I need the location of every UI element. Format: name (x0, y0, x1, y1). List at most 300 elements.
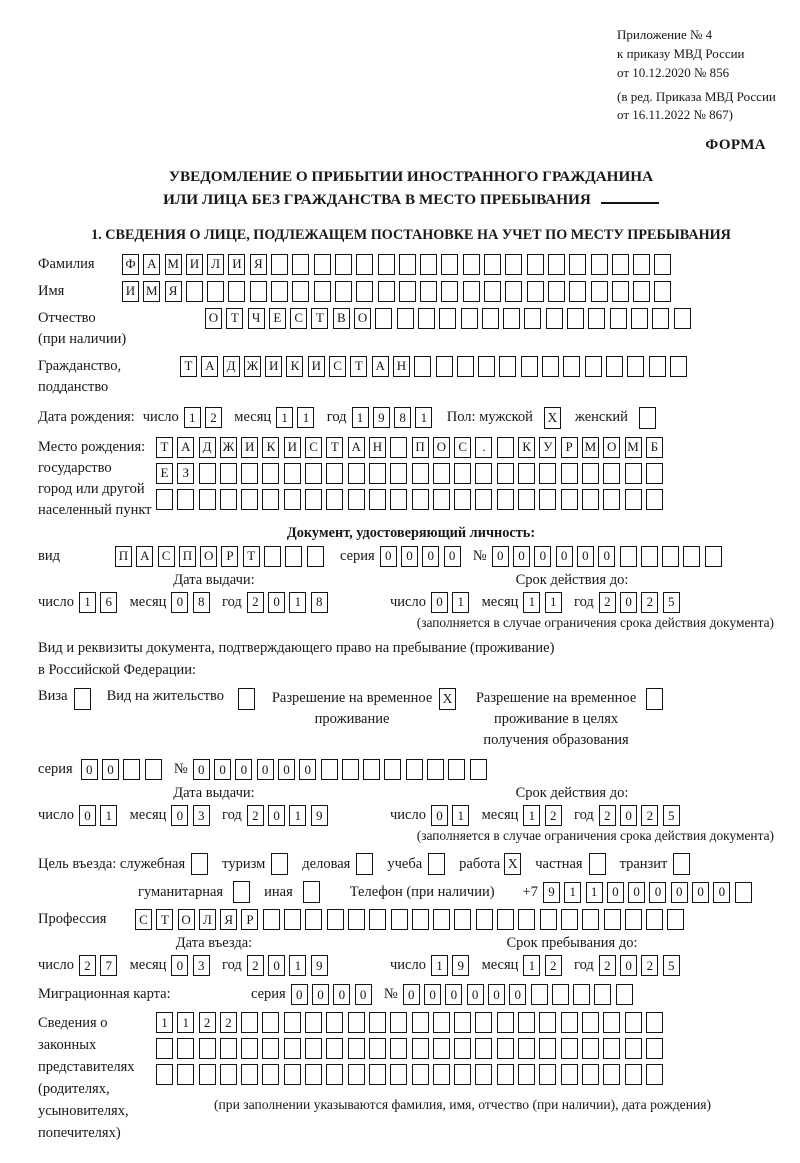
char-box[interactable] (327, 909, 344, 930)
char-box[interactable]: 0 (620, 805, 637, 826)
char-box[interactable] (441, 281, 458, 302)
char-box[interactable]: 5 (663, 592, 680, 613)
char-box[interactable] (548, 281, 565, 302)
char-box[interactable] (241, 1012, 258, 1033)
char-box[interactable]: 0 (424, 984, 441, 1005)
char-box[interactable] (436, 356, 453, 377)
char-box[interactable] (177, 489, 194, 510)
char-box[interactable]: А (143, 254, 160, 275)
char-box[interactable] (241, 489, 258, 510)
char-box[interactable] (378, 254, 395, 275)
char-box[interactable] (582, 489, 599, 510)
char-box[interactable] (620, 546, 637, 567)
char-box[interactable]: П (179, 546, 196, 567)
char-box[interactable] (427, 759, 444, 780)
char-box[interactable]: Р (561, 437, 578, 458)
char-box[interactable] (591, 254, 608, 275)
char-box[interactable]: 0 (333, 984, 350, 1005)
char-box[interactable] (654, 254, 671, 275)
char-box[interactable]: 8 (193, 592, 210, 613)
char-box[interactable]: 0 (467, 984, 484, 1005)
char-box[interactable] (156, 1038, 173, 1059)
char-box[interactable] (412, 1064, 429, 1085)
char-box[interactable]: 0 (445, 984, 462, 1005)
char-box[interactable]: . (475, 437, 492, 458)
char-box[interactable]: 2 (545, 955, 562, 976)
char-box[interactable] (461, 308, 478, 329)
char-box[interactable] (518, 909, 535, 930)
char-box[interactable] (683, 546, 700, 567)
char-box[interactable] (482, 308, 499, 329)
char-box[interactable] (610, 308, 627, 329)
char-box[interactable] (641, 546, 658, 567)
char-box[interactable] (594, 984, 611, 1005)
char-box[interactable]: 8 (394, 407, 411, 428)
char-box[interactable] (603, 489, 620, 510)
char-box[interactable] (625, 1064, 642, 1085)
char-box[interactable] (177, 1064, 194, 1085)
char-box[interactable] (369, 1012, 386, 1033)
char-box[interactable] (475, 1064, 492, 1085)
char-box[interactable]: И (186, 254, 203, 275)
char-box[interactable] (542, 356, 559, 377)
char-box[interactable] (348, 1038, 365, 1059)
char-box[interactable] (463, 254, 480, 275)
char-box[interactable] (497, 437, 514, 458)
char-box[interactable] (612, 254, 629, 275)
char-box[interactable] (499, 356, 516, 377)
char-box[interactable]: 0 (509, 984, 526, 1005)
char-box[interactable]: О (603, 437, 620, 458)
char-box[interactable]: 2 (641, 955, 658, 976)
char-box[interactable] (646, 1038, 663, 1059)
char-box[interactable] (470, 759, 487, 780)
char-box[interactable]: П (412, 437, 429, 458)
char-box[interactable]: А (372, 356, 389, 377)
char-box[interactable] (356, 281, 373, 302)
char-box[interactable] (603, 463, 620, 484)
char-box[interactable] (667, 909, 684, 930)
char-box[interactable] (497, 463, 514, 484)
char-box[interactable] (582, 1064, 599, 1085)
char-box[interactable]: 0 (268, 805, 285, 826)
char-box[interactable]: К (262, 437, 279, 458)
char-box[interactable] (539, 463, 556, 484)
char-box[interactable]: 1 (586, 882, 603, 903)
char-box[interactable] (603, 1038, 620, 1059)
char-box[interactable]: А (136, 546, 153, 567)
char-box[interactable] (305, 909, 322, 930)
char-box[interactable] (262, 489, 279, 510)
char-box[interactable] (199, 1064, 216, 1085)
char-box[interactable]: 0 (422, 546, 439, 567)
char-box[interactable]: Я (220, 909, 237, 930)
char-box[interactable]: 1 (452, 805, 469, 826)
char-box[interactable] (262, 1012, 279, 1033)
char-box[interactable] (521, 356, 538, 377)
char-box[interactable] (612, 281, 629, 302)
char-box[interactable] (412, 489, 429, 510)
char-box[interactable]: 0 (380, 546, 397, 567)
char-box[interactable] (305, 463, 322, 484)
char-box[interactable] (527, 254, 544, 275)
char-box[interactable] (406, 759, 423, 780)
char-box[interactable] (284, 1038, 301, 1059)
char-box[interactable]: М (143, 281, 160, 302)
char-box[interactable] (414, 356, 431, 377)
char-box[interactable]: 1 (415, 407, 432, 428)
char-box[interactable]: И (265, 356, 282, 377)
char-box[interactable]: 0 (607, 882, 624, 903)
char-box[interactable]: К (286, 356, 303, 377)
char-box[interactable] (145, 759, 162, 780)
char-box[interactable] (348, 1064, 365, 1085)
char-box[interactable]: 1 (276, 407, 293, 428)
char-box[interactable] (369, 1064, 386, 1085)
char-box[interactable] (625, 1012, 642, 1033)
char-box[interactable] (631, 308, 648, 329)
char-box[interactable] (561, 463, 578, 484)
char-box[interactable] (476, 909, 493, 930)
char-box[interactable] (284, 909, 301, 930)
char-box[interactable]: 0 (401, 546, 418, 567)
char-box[interactable] (497, 489, 514, 510)
char-box[interactable]: С (305, 437, 322, 458)
char-box[interactable] (546, 308, 563, 329)
char-box[interactable] (220, 463, 237, 484)
gender-female-checkbox[interactable] (639, 407, 656, 429)
char-box[interactable] (475, 1038, 492, 1059)
char-box[interactable]: Ф (122, 254, 139, 275)
char-box[interactable] (646, 463, 663, 484)
char-box[interactable]: 0 (81, 759, 98, 780)
char-box[interactable] (518, 1038, 535, 1059)
char-box[interactable]: 2 (220, 1012, 237, 1033)
char-box[interactable] (207, 281, 224, 302)
char-box[interactable] (548, 254, 565, 275)
char-box[interactable]: В (333, 308, 350, 329)
char-box[interactable] (228, 281, 245, 302)
char-box[interactable] (263, 909, 280, 930)
char-box[interactable] (369, 463, 386, 484)
char-box[interactable] (378, 281, 395, 302)
char-box[interactable]: П (115, 546, 132, 567)
char-box[interactable] (497, 1064, 514, 1085)
char-box[interactable] (348, 463, 365, 484)
char-box[interactable]: 1 (289, 955, 306, 976)
char-box[interactable] (390, 437, 407, 458)
char-box[interactable]: 9 (543, 882, 560, 903)
char-box[interactable]: О (178, 909, 195, 930)
char-box[interactable]: Т (156, 909, 173, 930)
char-box[interactable] (454, 1064, 471, 1085)
purpose-tourism-checkbox[interactable] (271, 853, 288, 875)
temporary-residence-checkbox[interactable]: X (439, 688, 456, 710)
char-box[interactable]: 9 (452, 955, 469, 976)
char-box[interactable]: 0 (291, 984, 308, 1005)
char-box[interactable]: Я (250, 254, 267, 275)
char-box[interactable]: А (348, 437, 365, 458)
char-box[interactable] (284, 1064, 301, 1085)
char-box[interactable] (561, 1038, 578, 1059)
char-box[interactable]: 1 (79, 592, 96, 613)
char-box[interactable]: Н (393, 356, 410, 377)
char-box[interactable]: И (308, 356, 325, 377)
char-box[interactable] (654, 281, 671, 302)
char-box[interactable] (441, 254, 458, 275)
char-box[interactable]: 1 (564, 882, 581, 903)
char-box[interactable] (454, 1012, 471, 1033)
char-box[interactable] (335, 254, 352, 275)
char-box[interactable]: 3 (193, 805, 210, 826)
char-box[interactable]: М (582, 437, 599, 458)
char-box[interactable]: 0 (235, 759, 252, 780)
char-box[interactable] (220, 489, 237, 510)
char-box[interactable]: 1 (523, 592, 540, 613)
char-box[interactable] (348, 909, 365, 930)
char-box[interactable]: Ж (220, 437, 237, 458)
char-box[interactable]: Ж (244, 356, 261, 377)
char-box[interactable]: 0 (268, 592, 285, 613)
purpose-transit-checkbox[interactable] (673, 853, 690, 875)
char-box[interactable] (454, 1038, 471, 1059)
char-box[interactable] (518, 1012, 535, 1033)
char-box[interactable] (199, 463, 216, 484)
char-box[interactable]: 0 (299, 759, 316, 780)
char-box[interactable] (397, 308, 414, 329)
char-box[interactable] (305, 1012, 322, 1033)
char-box[interactable] (433, 463, 450, 484)
char-box[interactable] (569, 281, 586, 302)
char-box[interactable]: 0 (171, 805, 188, 826)
char-box[interactable]: Д (199, 437, 216, 458)
char-box[interactable] (348, 1012, 365, 1033)
char-box[interactable]: 0 (79, 805, 96, 826)
char-box[interactable] (625, 489, 642, 510)
char-box[interactable] (399, 281, 416, 302)
char-box[interactable] (418, 308, 435, 329)
char-box[interactable] (531, 984, 548, 1005)
char-box[interactable] (307, 546, 324, 567)
char-box[interactable]: 9 (311, 955, 328, 976)
visa-checkbox[interactable] (74, 688, 91, 710)
char-box[interactable] (527, 281, 544, 302)
char-box[interactable] (326, 1064, 343, 1085)
char-box[interactable]: Л (207, 254, 224, 275)
char-box[interactable] (369, 1038, 386, 1059)
char-box[interactable]: 1 (156, 1012, 173, 1033)
char-box[interactable]: 2 (641, 805, 658, 826)
char-box[interactable] (604, 909, 621, 930)
char-box[interactable]: 1 (545, 592, 562, 613)
char-box[interactable] (375, 308, 392, 329)
char-box[interactable]: 0 (620, 592, 637, 613)
char-box[interactable]: 1 (352, 407, 369, 428)
char-box[interactable] (588, 308, 605, 329)
char-box[interactable]: 0 (268, 955, 285, 976)
char-box[interactable] (475, 463, 492, 484)
char-box[interactable] (563, 356, 580, 377)
char-box[interactable] (475, 1012, 492, 1033)
char-box[interactable]: 0 (278, 759, 295, 780)
char-box[interactable]: 1 (523, 805, 540, 826)
char-box[interactable] (627, 356, 644, 377)
char-box[interactable] (454, 489, 471, 510)
char-box[interactable] (384, 759, 401, 780)
char-box[interactable]: 2 (205, 407, 222, 428)
char-box[interactable]: 0 (488, 984, 505, 1005)
char-box[interactable] (271, 281, 288, 302)
char-box[interactable]: 1 (100, 805, 117, 826)
char-box[interactable]: 0 (620, 955, 637, 976)
char-box[interactable] (539, 489, 556, 510)
char-box[interactable] (463, 281, 480, 302)
char-box[interactable] (314, 281, 331, 302)
char-box[interactable] (292, 281, 309, 302)
char-box[interactable] (335, 281, 352, 302)
residence-permit-checkbox[interactable] (238, 688, 255, 710)
char-box[interactable]: У (539, 437, 556, 458)
char-box[interactable] (569, 254, 586, 275)
char-box[interactable]: 1 (289, 805, 306, 826)
char-box[interactable] (573, 984, 590, 1005)
purpose-study-checkbox[interactable] (428, 853, 445, 875)
char-box[interactable]: 2 (599, 805, 616, 826)
char-box[interactable]: 1 (289, 592, 306, 613)
char-box[interactable] (484, 254, 501, 275)
char-box[interactable] (390, 1038, 407, 1059)
char-box[interactable]: О (433, 437, 450, 458)
char-box[interactable] (705, 546, 722, 567)
char-box[interactable] (305, 489, 322, 510)
char-box[interactable] (285, 546, 302, 567)
char-box[interactable]: 0 (102, 759, 119, 780)
char-box[interactable]: Р (221, 546, 238, 567)
char-box[interactable]: И (284, 437, 301, 458)
char-box[interactable]: 0 (556, 546, 573, 567)
char-box[interactable] (241, 1038, 258, 1059)
char-box[interactable]: 0 (355, 984, 372, 1005)
char-box[interactable] (412, 1012, 429, 1033)
char-box[interactable] (420, 254, 437, 275)
char-box[interactable]: 0 (257, 759, 274, 780)
char-box[interactable]: 0 (214, 759, 231, 780)
char-box[interactable]: Т (243, 546, 260, 567)
temporary-residence-education-checkbox[interactable] (646, 688, 663, 710)
char-box[interactable]: 2 (79, 955, 96, 976)
char-box[interactable] (326, 463, 343, 484)
char-box[interactable] (369, 489, 386, 510)
char-box[interactable] (186, 281, 203, 302)
char-box[interactable] (585, 356, 602, 377)
char-box[interactable] (305, 1064, 322, 1085)
char-box[interactable]: С (135, 909, 152, 930)
char-box[interactable]: 2 (247, 955, 264, 976)
char-box[interactable] (606, 356, 623, 377)
char-box[interactable] (567, 308, 584, 329)
char-box[interactable] (646, 1064, 663, 1085)
char-box[interactable] (582, 1038, 599, 1059)
char-box[interactable]: 3 (193, 955, 210, 976)
char-box[interactable]: И (122, 281, 139, 302)
char-box[interactable]: Е (269, 308, 286, 329)
char-box[interactable] (616, 984, 633, 1005)
char-box[interactable]: А (201, 356, 218, 377)
char-box[interactable]: И (228, 254, 245, 275)
char-box[interactable] (321, 759, 338, 780)
char-box[interactable] (497, 909, 514, 930)
char-box[interactable] (561, 489, 578, 510)
char-box[interactable] (390, 489, 407, 510)
char-box[interactable]: 1 (297, 407, 314, 428)
char-box[interactable] (539, 1038, 556, 1059)
char-box[interactable]: А (177, 437, 194, 458)
char-box[interactable]: Т (156, 437, 173, 458)
char-box[interactable] (250, 281, 267, 302)
char-box[interactable] (433, 1038, 450, 1059)
char-box[interactable] (625, 909, 642, 930)
char-box[interactable] (484, 281, 501, 302)
char-box[interactable]: Б (646, 437, 663, 458)
char-box[interactable] (433, 909, 450, 930)
char-box[interactable]: С (454, 437, 471, 458)
char-box[interactable] (342, 759, 359, 780)
char-box[interactable]: 0 (492, 546, 509, 567)
purpose-business-checkbox[interactable] (356, 853, 373, 875)
char-box[interactable]: 2 (199, 1012, 216, 1033)
purpose-official-checkbox[interactable] (191, 853, 208, 875)
char-box[interactable] (539, 1064, 556, 1085)
char-box[interactable]: Ч (248, 308, 265, 329)
char-box[interactable] (646, 489, 663, 510)
purpose-humanitarian-checkbox[interactable] (233, 881, 250, 903)
char-box[interactable] (505, 254, 522, 275)
char-box[interactable]: 1 (184, 407, 201, 428)
char-box[interactable]: Т (350, 356, 367, 377)
char-box[interactable] (670, 356, 687, 377)
char-box[interactable]: И (241, 437, 258, 458)
char-box[interactable]: 0 (312, 984, 329, 1005)
char-box[interactable] (454, 909, 471, 930)
char-box[interactable] (518, 1064, 535, 1085)
char-box[interactable] (348, 489, 365, 510)
char-box[interactable]: 0 (649, 882, 666, 903)
char-box[interactable]: 2 (247, 592, 264, 613)
char-box[interactable] (518, 489, 535, 510)
char-box[interactable] (390, 1064, 407, 1085)
char-box[interactable] (292, 254, 309, 275)
char-box[interactable] (497, 1012, 514, 1033)
char-box[interactable] (625, 463, 642, 484)
char-box[interactable] (433, 489, 450, 510)
char-box[interactable] (475, 489, 492, 510)
purpose-other-checkbox[interactable] (303, 881, 320, 903)
char-box[interactable]: 5 (663, 805, 680, 826)
char-box[interactable]: С (329, 356, 346, 377)
char-box[interactable]: 0 (431, 592, 448, 613)
char-box[interactable] (241, 463, 258, 484)
char-box[interactable]: 9 (311, 805, 328, 826)
char-box[interactable]: 5 (663, 955, 680, 976)
char-box[interactable] (497, 1038, 514, 1059)
char-box[interactable]: Т (311, 308, 328, 329)
char-box[interactable] (363, 759, 380, 780)
char-box[interactable]: 0 (713, 882, 730, 903)
char-box[interactable]: 1 (431, 955, 448, 976)
char-box[interactable]: С (158, 546, 175, 567)
char-box[interactable] (433, 1012, 450, 1033)
char-box[interactable] (399, 254, 416, 275)
